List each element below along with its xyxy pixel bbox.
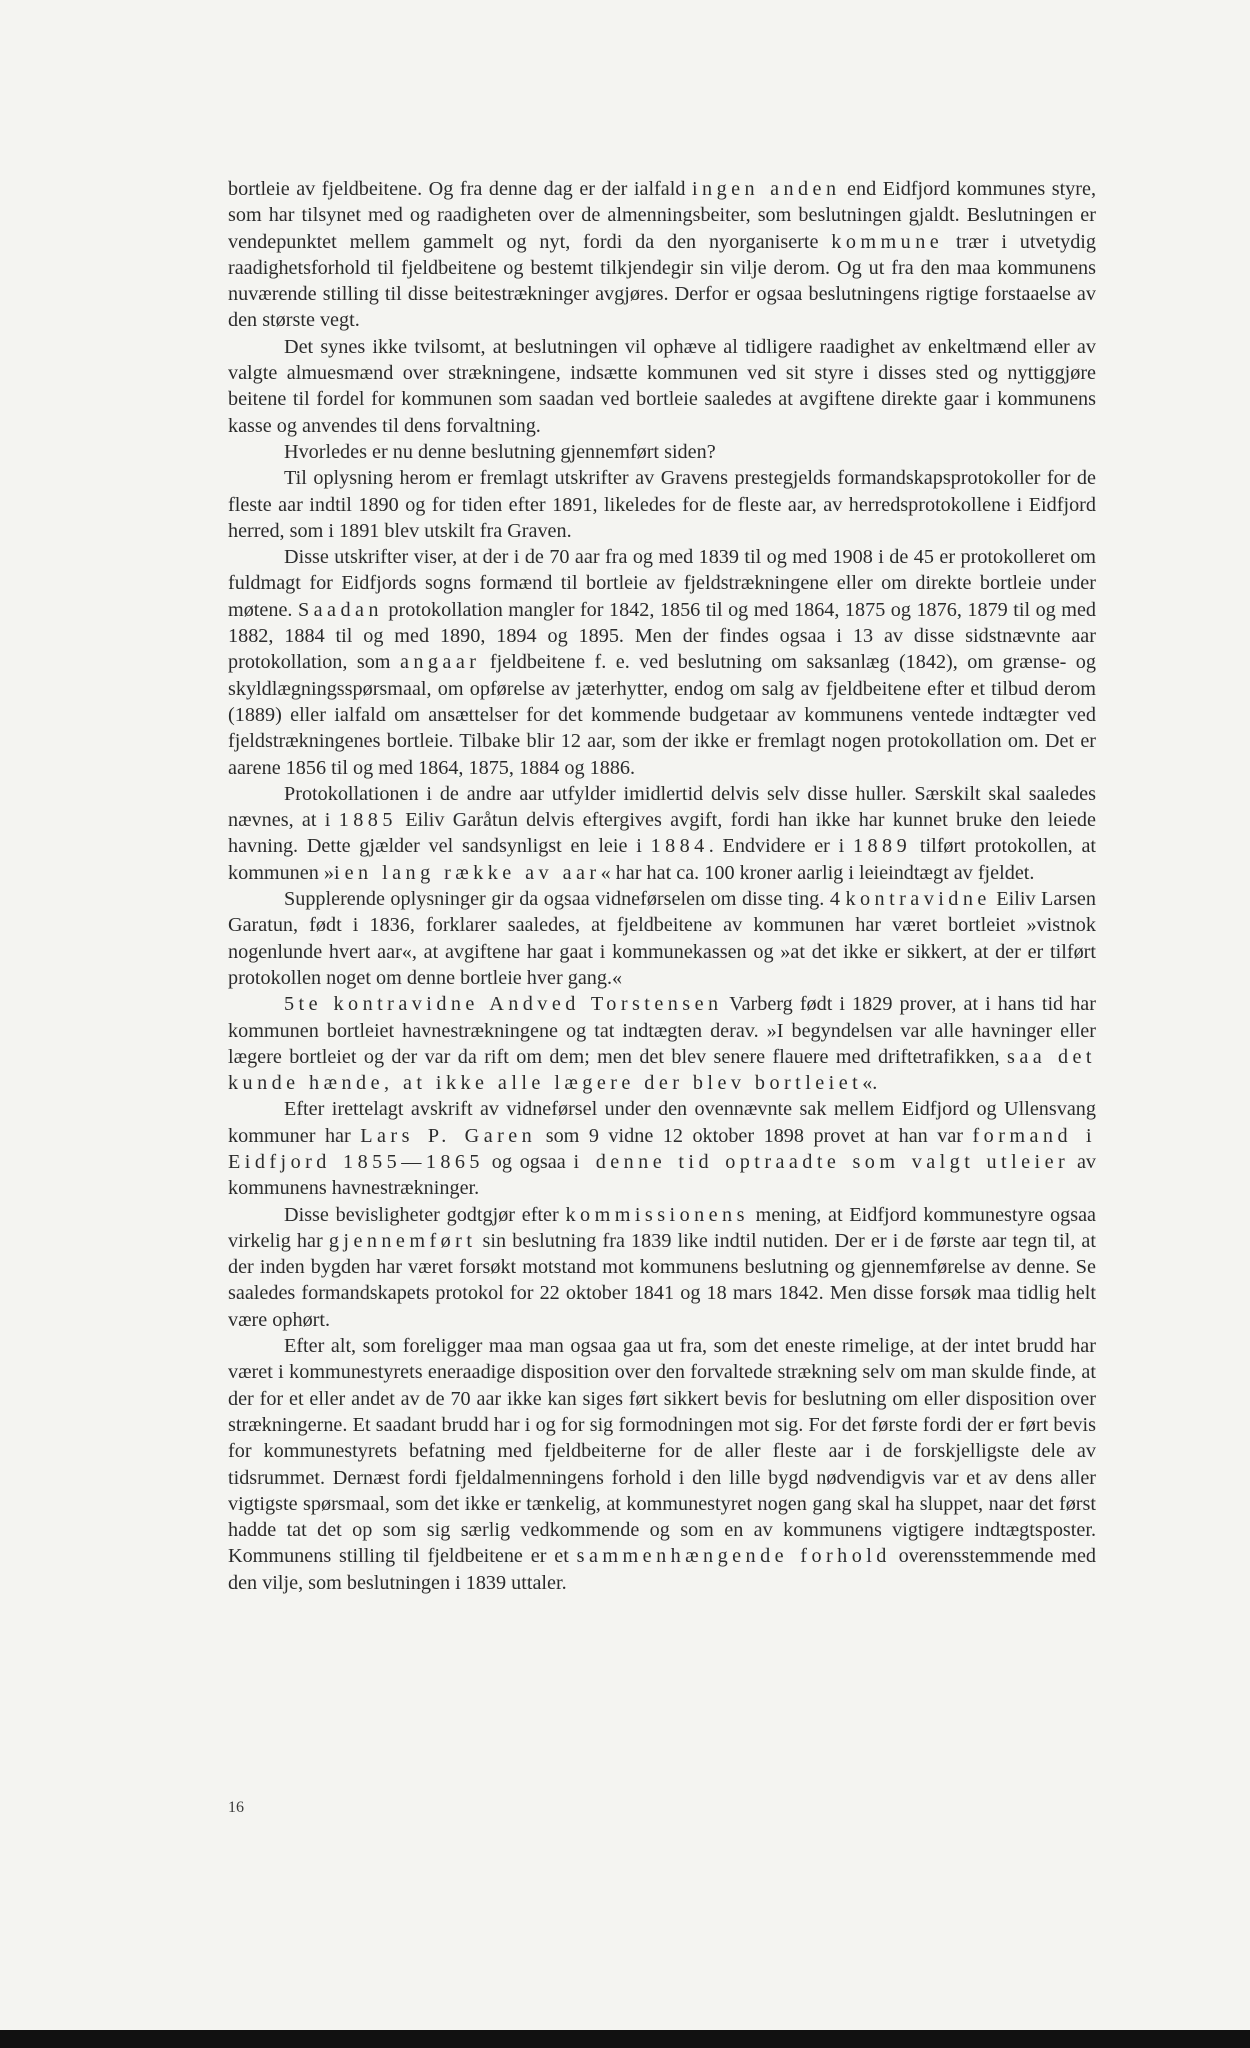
paragraph [228,1333,1096,1596]
text-run: Til oplysning herom er fremlagt utskrifter av Gravens prestegjelds formandskapsprotokoller for de fleste aar indtil 1890 og for tiden efter 1891, likeledes for de fleste aar, av herredsprotokollene i Eidfjord herred, som i 1891 blev utskilt fra Graven. [228,467,1096,542]
spaced-emphasis-text: Lars P. Garen [360,1124,537,1147]
text-run: protokollation mangler for 1842, 1856 til og med 1864, 1875 og 1876, 1879 til og med 1882, 1884 til og med 1890, 1894 og 1895. Men der findes ogsaa i 13 av disse sidstnævnte aar protokollation, som [228,598,1097,674]
text-run: som 9 vidne 12 oktober 1898 provet at han var [536,1124,973,1147]
paragraph [228,465,1096,544]
text-run: og ogsaa [483,1150,574,1173]
paragraph [228,176,1096,334]
text-run: Eiliv Larsen Garatun, født i 1836, forklarer saaledes, at fjeldbeitene av kommunen har været bortleiet »vistnok nogenlunde hvert aar«, at avgiftene har gaat i kommunekassen og »at det ikke er sikkert, at der er tilført protokollen noget om denne bortleie hver gang.« [228,888,1096,989]
paragraph [228,781,1096,886]
spaced-emphasis-text: sammenhængende forhold [576,1545,891,1568]
spaced-emphasis-text: saa det kunde hænde, at ikke alle lægere der blev bortleiet [228,1045,1096,1095]
text-run: av kommunens havnestrækninger. [228,1150,1096,1200]
text-run: tilført protokollen, at kommunen »i [228,835,1097,884]
spaced-emphasis-text: angaar [399,651,481,674]
paragraph [228,1096,1096,1201]
text-run: sin beslutning fra 1839 like indtil nutiden. Der er i de første aar tegn til, at der inden bygden har været forsøkt motstand mot kommunens beslutning og gjennemførelse av denne. Se saaledes formandskapets protokol for 22 oktober 1841 og 18 mars 1842. Men disse forsøk maa tidlig helt være ophørt. [228,1229,1096,1331]
text-run: bortleie av fjeldbeitene. Og fra denne dag er der ialfald [228,178,692,200]
spaced-emphasis-text: gjennemført [328,1229,477,1252]
spaced-emphasis-text: en lang række av aar [344,861,601,884]
spaced-emphasis-text: 1885 [338,809,397,832]
text-run: Varberg født i 1829 prover, at i hans tid har kommunen bortleiet havnestrækningene og tat indtægten derav. »I begyndelsen var alle havninger eller lægere bortleiet og der var da rift om dem; men det blev senere flauere med driftetrafikken, [228,993,1096,1068]
paragraph [228,886,1096,991]
text-run: Eiliv Garåtun delvis eftergives avgift, fordi han ikke har kunnet bruke den leiede havning. Dette gjælder vel sandsynligst en leie i [228,809,1096,858]
spaced-emphasis-text: kommune [831,230,944,253]
text-run: Det synes ikke tvilsomt, at beslutningen vil ophæve al tidligere raadighet av enkeltmænd eller av valgte almuesmænd over strækningene, indsætte kommunen ved sit styre i disses sted og nyttiggjøre beitene til fordel for kommunen som saadan ved bortleie saaledes at avgiftene direkte gaar i kommunens kasse og anvendes til dens forvaltning. [228,335,1096,437]
text-run: end Eidfjord kommunes styre, som har tilsynet med og raadigheten over de almenningsbeiter, som beslutningen gjaldt. Beslutningen er vendepunktet mellem gammelt og nyt, fordi da den nyorganiserte [228,178,1097,253]
text-run: . Endvidere er i [708,835,853,858]
spaced-emphasis-text: kommissionens [565,1203,749,1226]
spaced-emphasis-text: 1884 [650,835,709,858]
text-run: « har hat ca. 100 kroner aarlig i leieindtægt av fjeldet. [600,861,1035,884]
text-run: Hvorledes er nu denne beslutning gjennemført siden? [284,440,716,463]
spaced-emphasis-text: kontravidne [845,888,991,911]
text-run: Supplerende oplysninger gir da ogsaa vidneførselen om disse ting. 4 [284,888,846,911]
spaced-emphasis-text: 5te kontravidne Andved Torstensen [284,993,723,1016]
page-number: 16 [228,1799,244,1816]
spaced-emphasis-text: 1889 [852,835,912,858]
scan-edge-bar [0,2030,1250,2048]
text-run: fjeldbeitene f. e. ved beslutning om saksanlæg (1842), om grænse- og skyldlægningsspørsmaal, om opførelse av jæterhytter, endog om salg av fjeldbeitene efter et tilbud derom (1889) eller ialfald om ansættelser for det kommende budgetaar av kommunens ventede indtægter ved fjeldstrækningenes bortleie. Tilbake blir 12 aar, som der ikke er fremlagt nogen protokollation om. Det er aarene 1856 til og med 1864, 1875, 1884 og 1886. [228,651,1096,779]
text-run: Efter irettelagt avskrift av vidneførsel under den ovennævnte sak mellem Eidfjord og Ullensvang kommuner har [228,1098,1096,1147]
text-run: Protokollationen i de andre aar utfylder imidlertid delvis selv disse huller. Særskilt skal saaledes nævnes, at i [228,782,1096,832]
spaced-emphasis-text: ingen anden [692,178,841,200]
paragraph [228,991,1096,1096]
text-run: mening, at Eidfjord kommunestyre ogsaa virkelig har [228,1203,1097,1252]
text-run: Disse utskrifter viser, at der i de 70 aar fra og med 1839 til og med 1908 i de 45 er protokolleret om fuldmagt for Eidfjords sogns formænd til bortleie av fjeldstrækningene eller om direkte bortleie under møtene. [228,546,1096,621]
text-run: trær i utvetydig raadighetsforhold til fjeldbeitene og bestemt tilkjendegir sin vilje derom. Og ut fra den maa kommunens nuværende stilling til disse beitestrækninger avgjøres. Derfor er ogsaa beslutningens rigtige forstaaelse av den største vegt. [228,230,1096,332]
spaced-emphasis-text: i denne tid optraadte som valgt utleier [573,1150,1070,1173]
text-run: «. [862,1072,878,1095]
spaced-emphasis-text: formand i Eidfjord 1855—1865 [228,1124,1096,1173]
paragraph [228,439,1096,465]
text-run: overensstemmende med den vilje, som beslutningen i 1839 uttaler. [228,1545,1096,1594]
text-run: Efter alt, som foreligger maa man ogsaa gaa ut fra, som det eneste rimelige, at der intet brudd har været i kommunestyrets eneraadige disposition over den forvaltede strækning selv om man skulde finde, at der for et eller andet av de 70 aar ikke kan siges ført sikkert bevis for beslutning om eller disposition over strækningerne. Et saadant brudd har i og for sig formodningen mot sig. For det første fordi der er ført bevis for kommunestyrets befatning med fjeldbeiterne for de aller fleste aar i de forskjelligste dele av tidsrummet. Dernæst fordi fjeldalmenningens forhold i den lille bygd nødvendigvis var et av dens aller vigtigste spørsmaal, som det ikke er tænkelig, at kommunestyret nogen gang skal ha sluppet, naar det først hadde tat det op som sig særlig vedkommende og som en av kommunens vigtigere indtægtsposter. Kommunens stilling til fjeldbeitene er et [228,1335,1096,1568]
paragraph [228,544,1096,781]
paragraph [228,1202,1096,1333]
paragraph [228,334,1096,439]
spaced-emphasis-text: Saadan [297,598,383,621]
text-run: Disse bevisligheter godtgjør efter [284,1203,566,1226]
body-text [228,176,1096,1596]
